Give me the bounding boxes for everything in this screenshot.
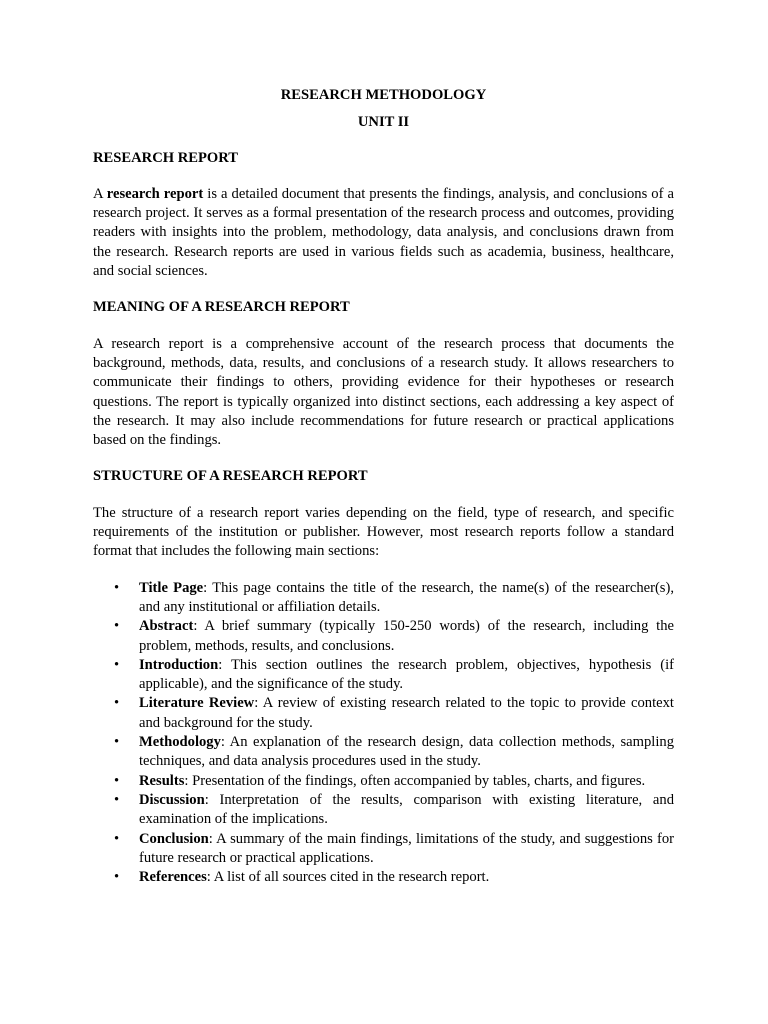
- list-item-text: : A review of existing research related to the topic to provide context and background for the study.: [139, 695, 674, 731]
- list-item-text: : This section outlines the research problem, objectives, hypothesis (if applicable), and the significance of the study.: [139, 656, 674, 693]
- list-item-term: Introduction: [139, 656, 219, 673]
- structure-paragraph: The structure of a research report varies depending on the field, type of research, and specific requirements of the institution or publisher. However, most research reports follow a standard format that includes the following main sections:: [93, 504, 674, 560]
- list-item-term: Methodology: [139, 734, 221, 751]
- list-item-term: Discussion: [139, 791, 205, 808]
- list-item: [93, 617, 674, 656]
- meaning-paragraph: A research report is a comprehensive account of the research process that documents the background, methods, data, results, and conclusions of a research study. It allows researchers to communicate their findings to others, providing evidence for their hypotheses or research questions. The report is typically organized into distinct sections, each addressing a key aspect of the research. It may also include recommendations for future research or practical applications based on the findings.: [93, 335, 674, 449]
- list-item-term: Literature Review: [139, 695, 255, 712]
- list-item-text: : A summary of the main findings, limitations of the study, and suggestions for future research or practical applications.: [139, 830, 674, 866]
- list-item: [93, 830, 674, 869]
- list-item: [93, 868, 674, 887]
- list-item: [93, 579, 674, 618]
- bullet-icon: •: [114, 869, 120, 886]
- list-item-term: Title Page: [139, 579, 204, 596]
- list-item-term: Abstract: [139, 618, 194, 635]
- list-item: [93, 733, 674, 772]
- list-item-term: Results: [139, 772, 185, 789]
- research-report-heading: RESEARCH REPORT: [93, 149, 239, 166]
- bullet-icon: •: [114, 772, 120, 789]
- list-item-text: : An explanation of the research design, data collection methods, sampling techniques, and data analysis procedures used in the study.: [139, 734, 674, 770]
- structure-heading: STRUCTURE OF A RESEARCH REPORT: [93, 468, 368, 485]
- list-item: [93, 772, 674, 791]
- list-item-text: : Presentation of the findings, often accompanied by tables, charts, and figures.: [184, 772, 646, 789]
- bullet-icon: •: [114, 695, 120, 712]
- bullet-icon: •: [114, 791, 120, 808]
- list-item: [93, 694, 674, 733]
- list-item-text: : A list of all sources cited in the research report.: [206, 869, 490, 886]
- meaning-heading: MEANING OF A RESEARCH REPORT: [93, 299, 350, 316]
- list-item: [93, 656, 674, 695]
- bullet-icon: •: [114, 618, 120, 635]
- list-item-text: : Interpretation of the results, comparison with existing literature, and examination of the implications.: [139, 791, 674, 828]
- unit-title: UNIT II: [357, 114, 410, 131]
- list-item-text: : A brief summary (typically 150-250 words) of the research, including the problem, methods, results, and conclusions.: [139, 618, 674, 654]
- research-report-paragraph: [93, 185, 674, 281]
- list-item: [93, 791, 674, 830]
- list-item-term: Conclusion: [139, 830, 209, 847]
- bullet-icon: •: [114, 734, 120, 751]
- intro-term: research report: [106, 185, 204, 202]
- report-sections-list: [93, 579, 674, 888]
- intro-prefix: A: [93, 185, 107, 202]
- list-item-term: References: [139, 869, 207, 886]
- bullet-icon: •: [114, 830, 120, 847]
- list-item-text: : This page contains the title of the research, the name(s) of the researcher(s), and any institutional or affiliation details.: [139, 579, 674, 615]
- bullet-icon: •: [114, 656, 120, 673]
- bullet-icon: •: [114, 579, 120, 596]
- document-page: [93, 86, 674, 887]
- document-title: RESEARCH METHODOLOGY: [280, 87, 487, 103]
- intro-rest: is a detailed document that presents the findings, analysis, and conclusions of a research project. It serves as a formal presentation of the research process and outcomes, providing readers with insights into the problem, methodology, data analysis, and conclusions drawn from the research. Research reports are used in various fields such as academia, business, healthcare, and social sciences.: [93, 185, 674, 280]
